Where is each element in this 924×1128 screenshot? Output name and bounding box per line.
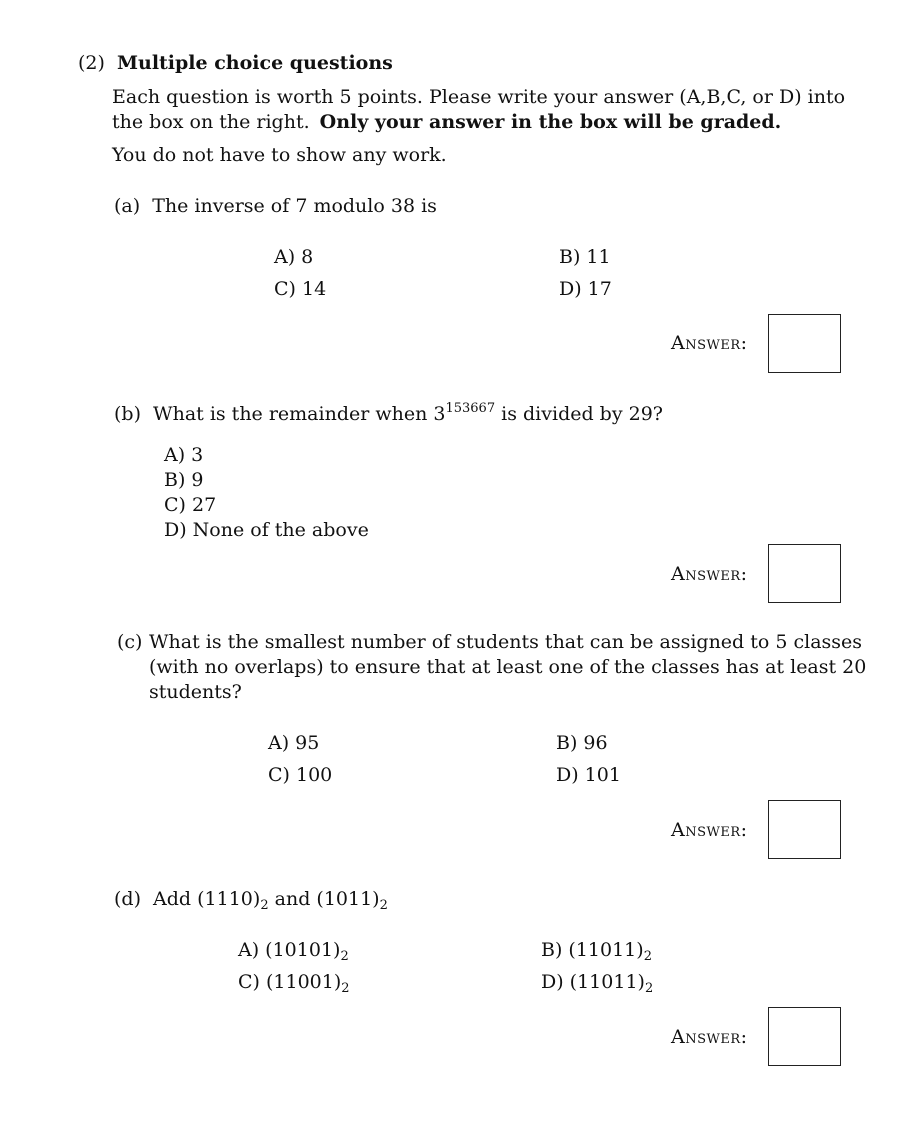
question-b-option-c: C) 27 xyxy=(164,494,217,516)
question-c-option-c: C) 100 xyxy=(268,764,333,786)
question-d xyxy=(114,888,388,911)
question-d-option-d xyxy=(541,971,653,994)
question-d-option-d-base: 2 xyxy=(644,981,654,996)
question-d-text-and: and (1011) xyxy=(274,888,380,910)
question-d-option-d-text: D) (11011) xyxy=(541,971,645,993)
question-a-option-b: B) 11 xyxy=(559,246,611,268)
question-d-text-add: Add (1110) xyxy=(153,888,261,910)
question-d-text xyxy=(153,888,388,913)
question-a-label: (a) xyxy=(114,195,141,217)
question-d-option-c-base: 2 xyxy=(341,981,350,996)
question-d-option-a-base: 2 xyxy=(340,949,349,964)
question-d-answer-label: Answer: xyxy=(671,1026,748,1048)
instructions-grading-note: Only your answer in the box will be graded. xyxy=(319,111,782,133)
question-a-answer-box[interactable] xyxy=(768,314,841,373)
question-a-option-a: A) 8 xyxy=(274,246,314,268)
question-c-answer-label: Answer: xyxy=(671,819,748,841)
question-b-answer-label: Answer: xyxy=(671,563,748,585)
instructions-line-2 xyxy=(112,111,781,134)
question-c-label: (c) xyxy=(117,631,143,653)
question-a xyxy=(114,195,437,218)
question-b-label: (b) xyxy=(114,403,141,425)
question-b-exponent: 153667 xyxy=(445,401,496,416)
section-header xyxy=(78,52,393,75)
question-b xyxy=(114,403,663,426)
question-a-option-d: D) 17 xyxy=(559,278,612,300)
question-b-text xyxy=(153,403,663,425)
question-d-base-1: 2 xyxy=(260,898,269,913)
section-number: (2) xyxy=(78,52,105,74)
question-a-answer-label: Answer: xyxy=(671,332,748,354)
question-d-option-c-text: C) (11001) xyxy=(238,971,342,993)
question-d-option-a xyxy=(238,939,349,962)
question-b-option-b: B) 9 xyxy=(164,469,204,491)
instructions-line-3: You do not have to show any work. xyxy=(112,144,447,166)
question-a-text: The inverse of 7 modulo 38 is xyxy=(152,195,437,217)
instructions-line-1: Each question is worth 5 points. Please write your answer (A,B,C, or D) into xyxy=(112,86,846,108)
question-d-label: (d) xyxy=(114,888,141,910)
question-d-option-b-text: B) (11011) xyxy=(541,939,644,961)
question-c-option-d: D) 101 xyxy=(556,764,621,786)
question-d-option-a-text: A) (10101) xyxy=(238,939,341,961)
question-a-option-c: C) 14 xyxy=(274,278,327,300)
question-d-option-b xyxy=(541,939,652,962)
question-c-option-a: A) 95 xyxy=(268,732,320,754)
question-b-text-before: What is the remainder when 3 xyxy=(153,403,446,425)
question-b-text-after: is divided by 29? xyxy=(501,403,663,425)
question-b-option-d: D) None of the above xyxy=(164,519,369,541)
question-c-answer-box[interactable] xyxy=(768,800,841,859)
question-d-base-2: 2 xyxy=(379,898,388,913)
instructions-line-2-plain: the box on the right. xyxy=(112,111,310,133)
question-c-line-3: students? xyxy=(149,681,242,703)
question-d-option-c xyxy=(238,971,350,994)
question-d-option-b-base: 2 xyxy=(643,949,652,964)
question-c-option-b: B) 96 xyxy=(556,732,608,754)
question-b-option-a: A) 3 xyxy=(164,444,204,466)
section-title: Multiple choice questions xyxy=(116,52,393,74)
question-c-line-2: (with no overlaps) to ensure that at least one of the classes has at least 20 xyxy=(149,656,867,678)
question-d-answer-box[interactable] xyxy=(768,1007,841,1066)
question-b-answer-box[interactable] xyxy=(768,544,841,603)
question-c-line-1: What is the smallest number of students that can be assigned to 5 classes xyxy=(149,631,863,653)
